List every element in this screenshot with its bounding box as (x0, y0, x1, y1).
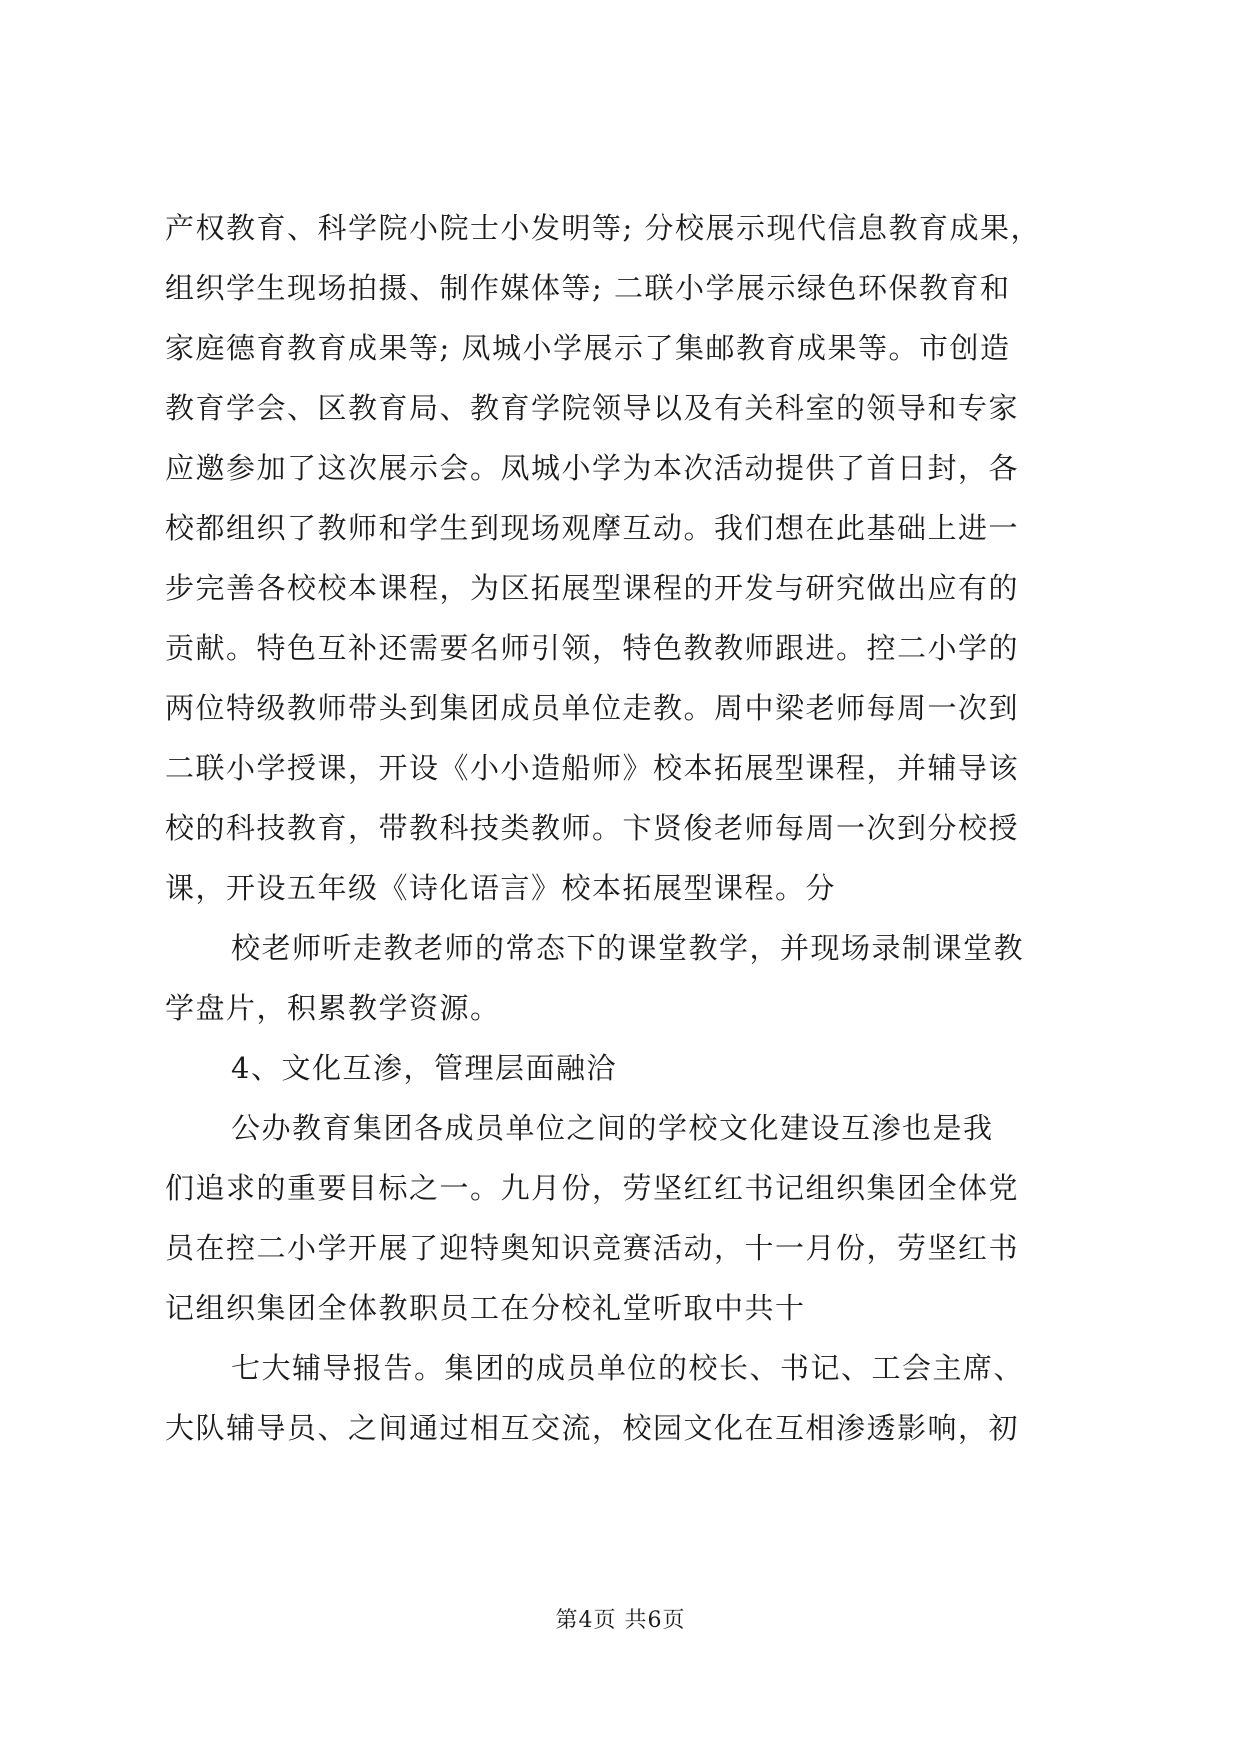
text-line: 校的科技教育，带教科技类教师。卞贤俊老师每周一次到分校授 (165, 811, 1020, 845)
text-line: 二联小学授课，开设《小小造船师》校本拓展型课程，并辅导该 (165, 751, 1020, 785)
text-line: 组织学生现场拍摄、制作媒体等; 二联小学展示绿色环保教育和 (165, 271, 1011, 305)
text-line: 们追求的重要目标之一。九月份，劳坚红红书记组织集团全体党 (165, 1171, 1020, 1205)
text-line: 校都组织了教师和学生到现场观摩互动。我们想在此基础上进一 (165, 511, 1020, 545)
text-line: 步完善各校校本课程，为区拓展型课程的开发与研究做出应有的 (165, 571, 1020, 605)
text-line: 应邀参加了这次展示会。凤城小学为本次活动提供了首日封，各 (165, 451, 1020, 485)
text-line: 产权教育、科学院小院士小发明等; 分校展示现代信息教育成果， (165, 211, 1041, 245)
text-line: 教育学会、区教育局、教育学院领导以及有关科室的领导和专家 (165, 391, 1020, 425)
paragraph-first-line: 公办教育集团各成员单位之间的学校文化建设互渗也是我 (231, 1111, 994, 1145)
section-heading: 4、文化互渗，管理层面融洽 (231, 1051, 617, 1085)
text-line: 两位特级教师带头到集团成员单位走教。周中梁老师每周一次到 (165, 691, 1020, 725)
paragraph-first-line: 校老师听走教老师的常态下的课堂教学，并现场录制课堂教 (231, 931, 1025, 965)
text-line: 大队辅导员、之间通过相互交流，校园文化在互相渗透影响，初 (165, 1411, 1020, 1445)
text-line: 记组织集团全体教职员工在分校礼堂听取中共十 (165, 1291, 806, 1325)
text-line: 课，开设五年级《诗化语言》校本拓展型课程。分 (165, 871, 837, 905)
page-number-footer: 第4页 共6页 (555, 1608, 686, 1633)
text-line: 贡献。特色互补还需要名师引领，特色教教师跟进。控二小学的 (165, 631, 1020, 665)
text-line: 学盘片，积累教学资源。 (165, 991, 501, 1025)
text-line: 家庭德育教育成果等; 凤城小学展示了集邮教育成果等。市创造 (165, 331, 1011, 365)
text-line: 员在控二小学开展了迎特奥知识竞赛活动，十一月份，劳坚红书 (165, 1231, 1020, 1265)
body-text (165, 198, 1085, 1458)
paragraph-first-line: 七大辅导报告。集团的成员单位的校长、书记、工会主席、 (231, 1351, 1025, 1385)
